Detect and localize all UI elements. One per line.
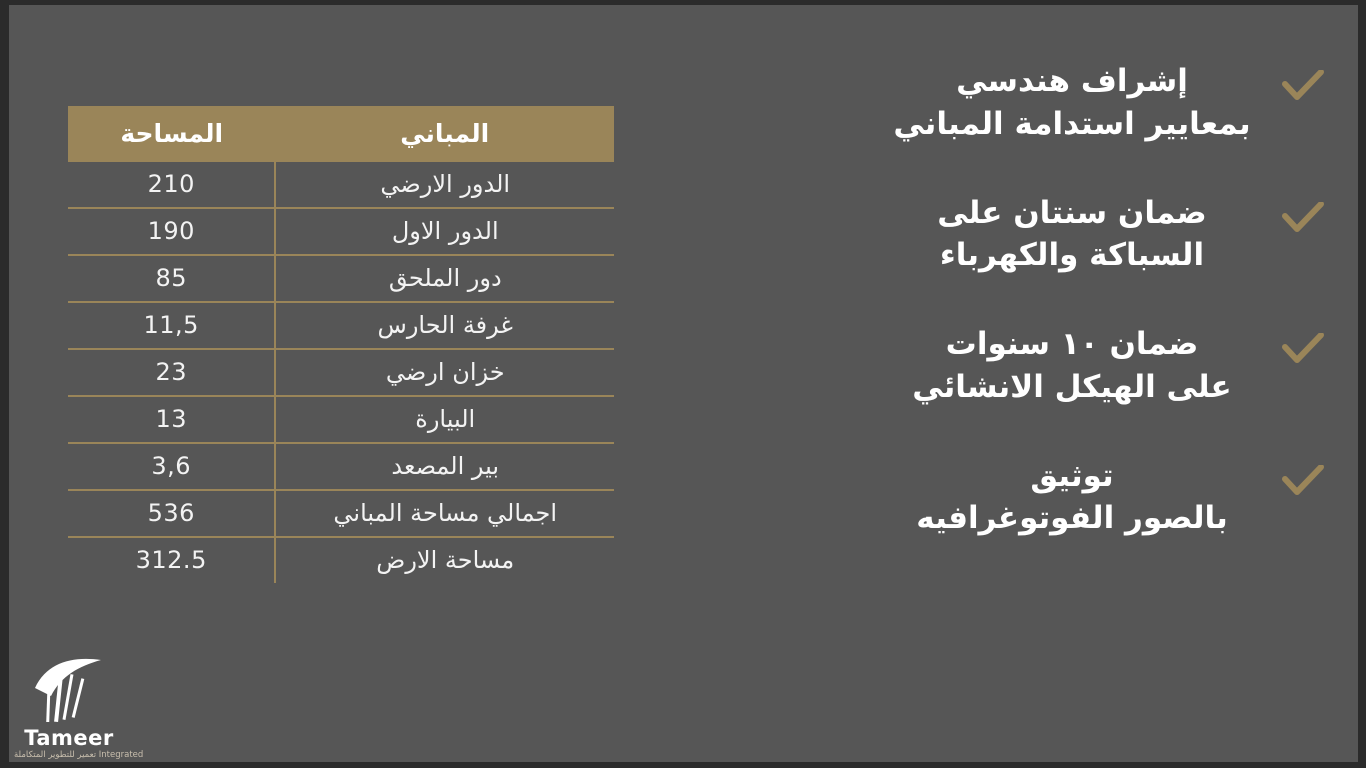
- feature-text: [856, 192, 1280, 278]
- feature-line: السباكة والكهرباء: [939, 237, 1205, 274]
- logo-tagline: تعمير للتطوير المتكاملة Integrated: [14, 749, 144, 760]
- cell-building-area: 190: [68, 208, 275, 255]
- cell-building-name: البيارة: [275, 396, 614, 443]
- check-icon: [1280, 323, 1326, 365]
- cell-building-area: 536: [68, 490, 275, 537]
- table-row: [68, 443, 614, 490]
- table-row: [68, 396, 614, 443]
- cell-building-name: غرفة الحارس: [275, 302, 614, 349]
- table-row: [68, 537, 614, 583]
- column-header-buildings: المباني: [275, 106, 614, 162]
- areas-table: [68, 106, 614, 583]
- feature-text: [856, 323, 1280, 409]
- cell-building-area: 312.5: [135, 546, 207, 574]
- feature-line: بالصور الفوتوغرافيه: [916, 500, 1228, 537]
- areas-table-container: [68, 106, 614, 583]
- list-item: [856, 60, 1326, 146]
- feature-line: توثيق: [1030, 457, 1114, 494]
- cell-building-area: 85: [68, 255, 275, 302]
- table-row: [68, 302, 614, 349]
- cell-building-name: خزان ارضي: [275, 349, 614, 396]
- cell-building-name: اجمالي مساحة المباني: [275, 490, 614, 537]
- table-row: [68, 162, 614, 208]
- features-list: [856, 60, 1326, 586]
- cell-building-area: 13: [68, 396, 275, 443]
- table-header: [68, 106, 614, 162]
- cell-building-area: 23: [68, 349, 275, 396]
- feature-text: [856, 60, 1280, 146]
- check-icon: [1280, 192, 1326, 234]
- feature-line: ضمان ١٠ سنوات: [945, 326, 1199, 363]
- slide-border-left: [0, 0, 9, 768]
- slide-border-right: [1358, 0, 1366, 768]
- table-body: [68, 162, 614, 583]
- logo-mark-icon: [27, 654, 111, 726]
- column-header-area: المساحة: [68, 106, 275, 162]
- table-row: [68, 255, 614, 302]
- cell-building-name: بير المصعد: [275, 443, 614, 490]
- table-row: [68, 349, 614, 396]
- check-icon: [1280, 60, 1326, 102]
- feature-text: [856, 455, 1280, 541]
- cell-building-area: 3,6: [68, 443, 275, 490]
- cell-building-name: مساحة الارض: [275, 537, 614, 583]
- list-item: [856, 323, 1326, 409]
- table-row: [68, 490, 614, 537]
- list-item: [856, 192, 1326, 278]
- cell-building-name: الدور الاول: [275, 208, 614, 255]
- slide-border-top: [0, 0, 1366, 5]
- feature-line: على الهيكل الانشائي: [912, 368, 1232, 405]
- cell-building-name: الدور الارضي: [275, 162, 614, 208]
- check-icon: [1280, 455, 1326, 497]
- cell-building-name: دور الملحق: [275, 255, 614, 302]
- company-logo: [14, 654, 144, 760]
- list-item: [856, 455, 1326, 541]
- cell-building-area: 210: [68, 162, 275, 208]
- feature-line: ضمان سنتان على: [937, 194, 1207, 231]
- cell-building-area: 11,5: [68, 302, 275, 349]
- logo-name: Tameer: [24, 725, 114, 750]
- slide-border-bottom: [0, 762, 1366, 768]
- table-row: [68, 208, 614, 255]
- feature-line: إشراف هندسي: [956, 63, 1188, 99]
- feature-line: بمعايير استدامة المباني: [893, 105, 1251, 142]
- table-header-row: [68, 106, 614, 162]
